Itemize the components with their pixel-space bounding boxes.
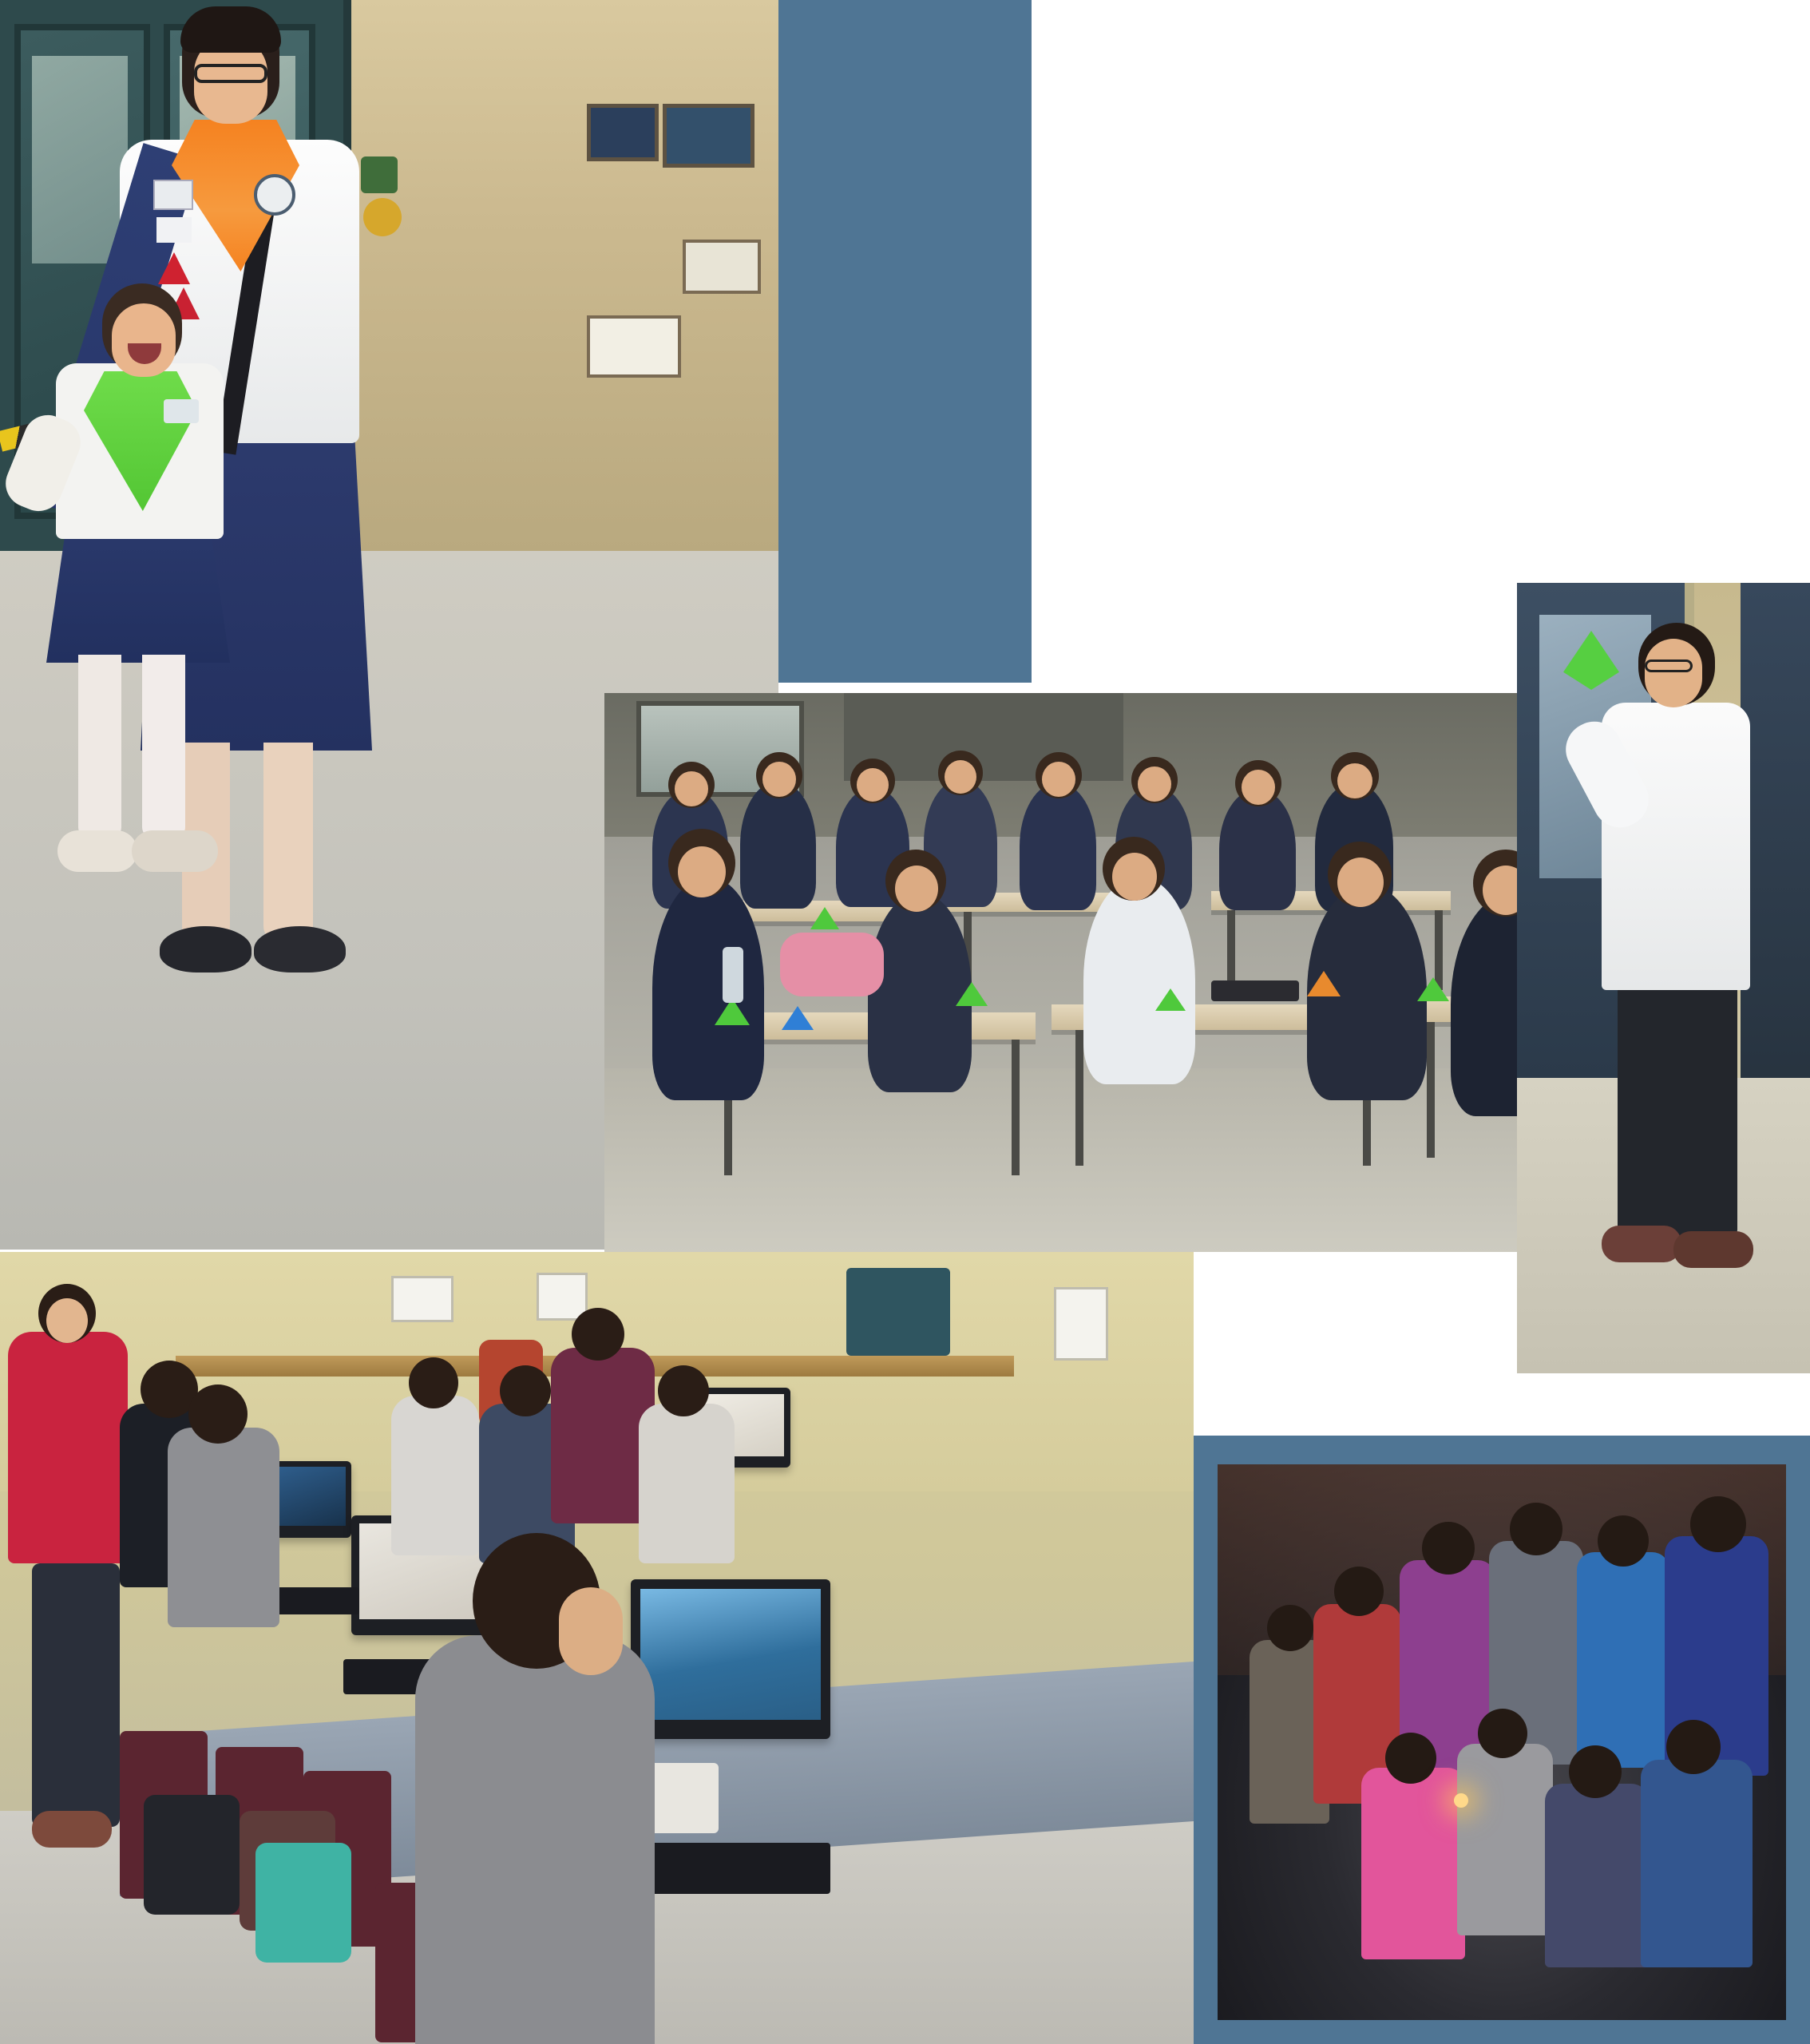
desk-leg (1012, 1040, 1020, 1175)
child-head (1666, 1720, 1721, 1774)
student-face (857, 768, 889, 802)
person-blue-jacket (1577, 1552, 1669, 1768)
uniform-patch (156, 217, 192, 243)
student-face (559, 1587, 623, 1675)
monitor-screen (640, 1589, 821, 1720)
night-scene (1218, 1464, 1786, 2020)
child-blue-jacket (1641, 1760, 1753, 1967)
wall-picture-frame (663, 104, 754, 168)
teacher-face (46, 1298, 88, 1343)
door-window-left (32, 56, 128, 263)
teacher-face (1645, 639, 1702, 707)
teacher-red-coat (8, 1332, 128, 1563)
child (1457, 1744, 1553, 1935)
girl-leg (78, 655, 121, 838)
girl-face (112, 303, 176, 377)
person-head (1334, 1567, 1384, 1616)
wall-picture-frame (683, 240, 761, 294)
student-face (945, 760, 976, 794)
uniform-patch (153, 180, 193, 210)
student-head (572, 1308, 624, 1361)
photo-computer-lab (0, 1252, 1194, 2044)
eyeglasses-icon (194, 64, 267, 83)
scout-leader-shoe (254, 926, 346, 972)
person-head (1690, 1496, 1746, 1552)
student-face (1337, 763, 1372, 798)
student-face (1138, 766, 1171, 802)
student-face (1242, 770, 1275, 805)
girl-leg (142, 655, 185, 838)
wall-sign (391, 1276, 453, 1322)
person-head (1510, 1503, 1562, 1555)
student-foreground (652, 877, 764, 1100)
desk-leg (1227, 910, 1235, 990)
candle-flame (1454, 1793, 1468, 1808)
photo-classroom-origami (604, 693, 1601, 1252)
teacher-shoe (1602, 1226, 1681, 1262)
uniform-patch (361, 156, 398, 193)
student-head (409, 1357, 458, 1408)
girl-sandal (132, 830, 218, 872)
child-pink-jacket (1361, 1768, 1465, 1959)
student-face (1112, 853, 1157, 901)
eyeglasses-icon (1645, 660, 1693, 672)
student-foreground (1083, 877, 1195, 1084)
student-face (1042, 762, 1075, 797)
photo-night-campfire-group (1194, 1436, 1810, 2044)
scout-leader-leg (263, 743, 313, 942)
pencil-case (1211, 980, 1299, 1001)
teacher-trousers (32, 1563, 120, 1827)
student-face (895, 866, 938, 912)
teacher-shoe (1673, 1231, 1753, 1268)
girl-sandal (57, 830, 137, 872)
student-face (1337, 858, 1384, 907)
student-head (188, 1384, 248, 1444)
student-face (675, 771, 708, 806)
student-head (500, 1365, 551, 1416)
wall-poster (1054, 1287, 1108, 1361)
child-head (1478, 1709, 1527, 1758)
student-foreground-hoodie (415, 1635, 655, 2044)
scout-leader-shoe (160, 926, 251, 972)
teacher-shoe (32, 1811, 112, 1848)
student-seated (168, 1428, 279, 1627)
monitor-screen (269, 1467, 346, 1526)
backpack (255, 1843, 351, 1963)
student (740, 781, 816, 909)
water-bottle (723, 947, 743, 1003)
student-face (678, 846, 726, 897)
person-head (1422, 1522, 1475, 1575)
desk-leg (1427, 1022, 1435, 1158)
photo-teacher-origami-demo (1517, 583, 1810, 1373)
wall-picture-frame (587, 104, 659, 161)
child-head (1569, 1745, 1622, 1798)
child-head (1385, 1733, 1436, 1784)
student-face (762, 762, 796, 797)
person-head (1598, 1515, 1649, 1567)
uniform-badge-round (363, 198, 402, 236)
classroom-wall (1741, 583, 1810, 1094)
student-standing (391, 1396, 479, 1555)
pink-backpack (780, 933, 884, 996)
wall-sign (537, 1273, 588, 1321)
backpack (144, 1795, 240, 1915)
desk-leg (1075, 1030, 1083, 1166)
student (1219, 789, 1296, 910)
wall-certificate-frame (587, 315, 681, 378)
scout-leader-fringe (180, 6, 281, 53)
uniform-badge-round (254, 174, 295, 216)
teacher-pants (1618, 982, 1737, 1238)
wall-screen (846, 1268, 950, 1356)
desk-leg (1435, 910, 1443, 990)
girl-uniform-patch (164, 399, 199, 423)
student-seated (639, 1404, 735, 1563)
student-head (658, 1365, 709, 1416)
classroom-floor (604, 1068, 1601, 1252)
person-head (1267, 1605, 1313, 1651)
student (1020, 782, 1096, 910)
student-foreground (868, 893, 972, 1092)
child (1545, 1784, 1649, 1967)
